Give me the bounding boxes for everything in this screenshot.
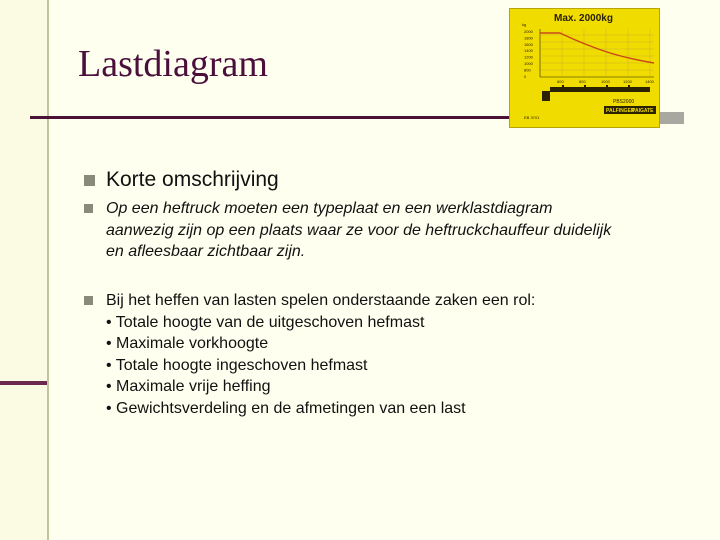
plate-x-tick-label: 1000	[601, 79, 610, 84]
plate-model: PBS2000	[613, 99, 635, 105]
plate-y-tick-label: 1800	[524, 35, 533, 41]
paragraph-1-line: en afleesbaar zichtbaar zijn.	[106, 243, 306, 260]
list-item: • Gewichtsverdeling en de afmetingen van een last	[106, 399, 466, 417]
square-bullet-icon	[84, 296, 93, 305]
list-item: • Totale hoogte ingeschoven hefmast	[106, 356, 368, 374]
plate-serial: EB 3701	[524, 115, 540, 120]
plate-crane-arm	[550, 87, 650, 92]
list-item: • Maximale vrije heffing	[106, 378, 271, 395]
plate-brand: PALFINGER	[606, 108, 635, 114]
plate-x-tick-label: 1400	[645, 79, 654, 84]
square-bullet-icon	[84, 204, 93, 213]
paragraph-1-line: aanwezig zijn op een plaats waar ze voor de heftruckchauffeur duidelijk	[106, 221, 612, 239]
list-item: • Maximale vorkhoogte	[106, 335, 269, 352]
list-item: • Totale hoogte van de uitgeschoven hefmast	[106, 313, 425, 331]
plate-brand2: PAIGATE	[632, 108, 654, 114]
left-accent-bar	[0, 381, 47, 385]
left-band	[0, 0, 47, 540]
plate-max-label: Max. 2000kg	[554, 13, 613, 24]
plate-y-tick-label: 800	[524, 67, 531, 73]
load-diagram-graphic	[510, 9, 659, 127]
load-diagram-plate	[509, 8, 660, 128]
plate-y-tick-label: 1600	[524, 41, 533, 47]
paragraph-2-intro: Bij het heffen van lasten spelen onderstaande zaken een rol:	[106, 292, 536, 309]
heading-text: Korte omschrijving	[106, 168, 279, 191]
plate-unit-label: kg	[522, 22, 527, 27]
plate-x-tick-label: 600	[557, 79, 564, 84]
slide-title: Lastdiagram	[78, 43, 268, 85]
plate-y-tick-label: 1400	[524, 48, 533, 54]
paragraph-1-line: Op een heftruck moeten een typeplaat en een werklastdiagram	[106, 200, 553, 217]
plate-y-tick-label: 2000	[524, 29, 533, 34]
plate-y-tick-label: 1000	[524, 61, 533, 66]
plate-x-tick-label: 800	[579, 79, 586, 84]
left-divider	[47, 0, 49, 540]
plate-y-tick-label: 1200	[524, 54, 533, 60]
plate-x-tick-label: 1200	[623, 79, 632, 84]
square-bullet-icon	[84, 175, 95, 186]
plate-y-tick-label: 0	[524, 73, 527, 79]
